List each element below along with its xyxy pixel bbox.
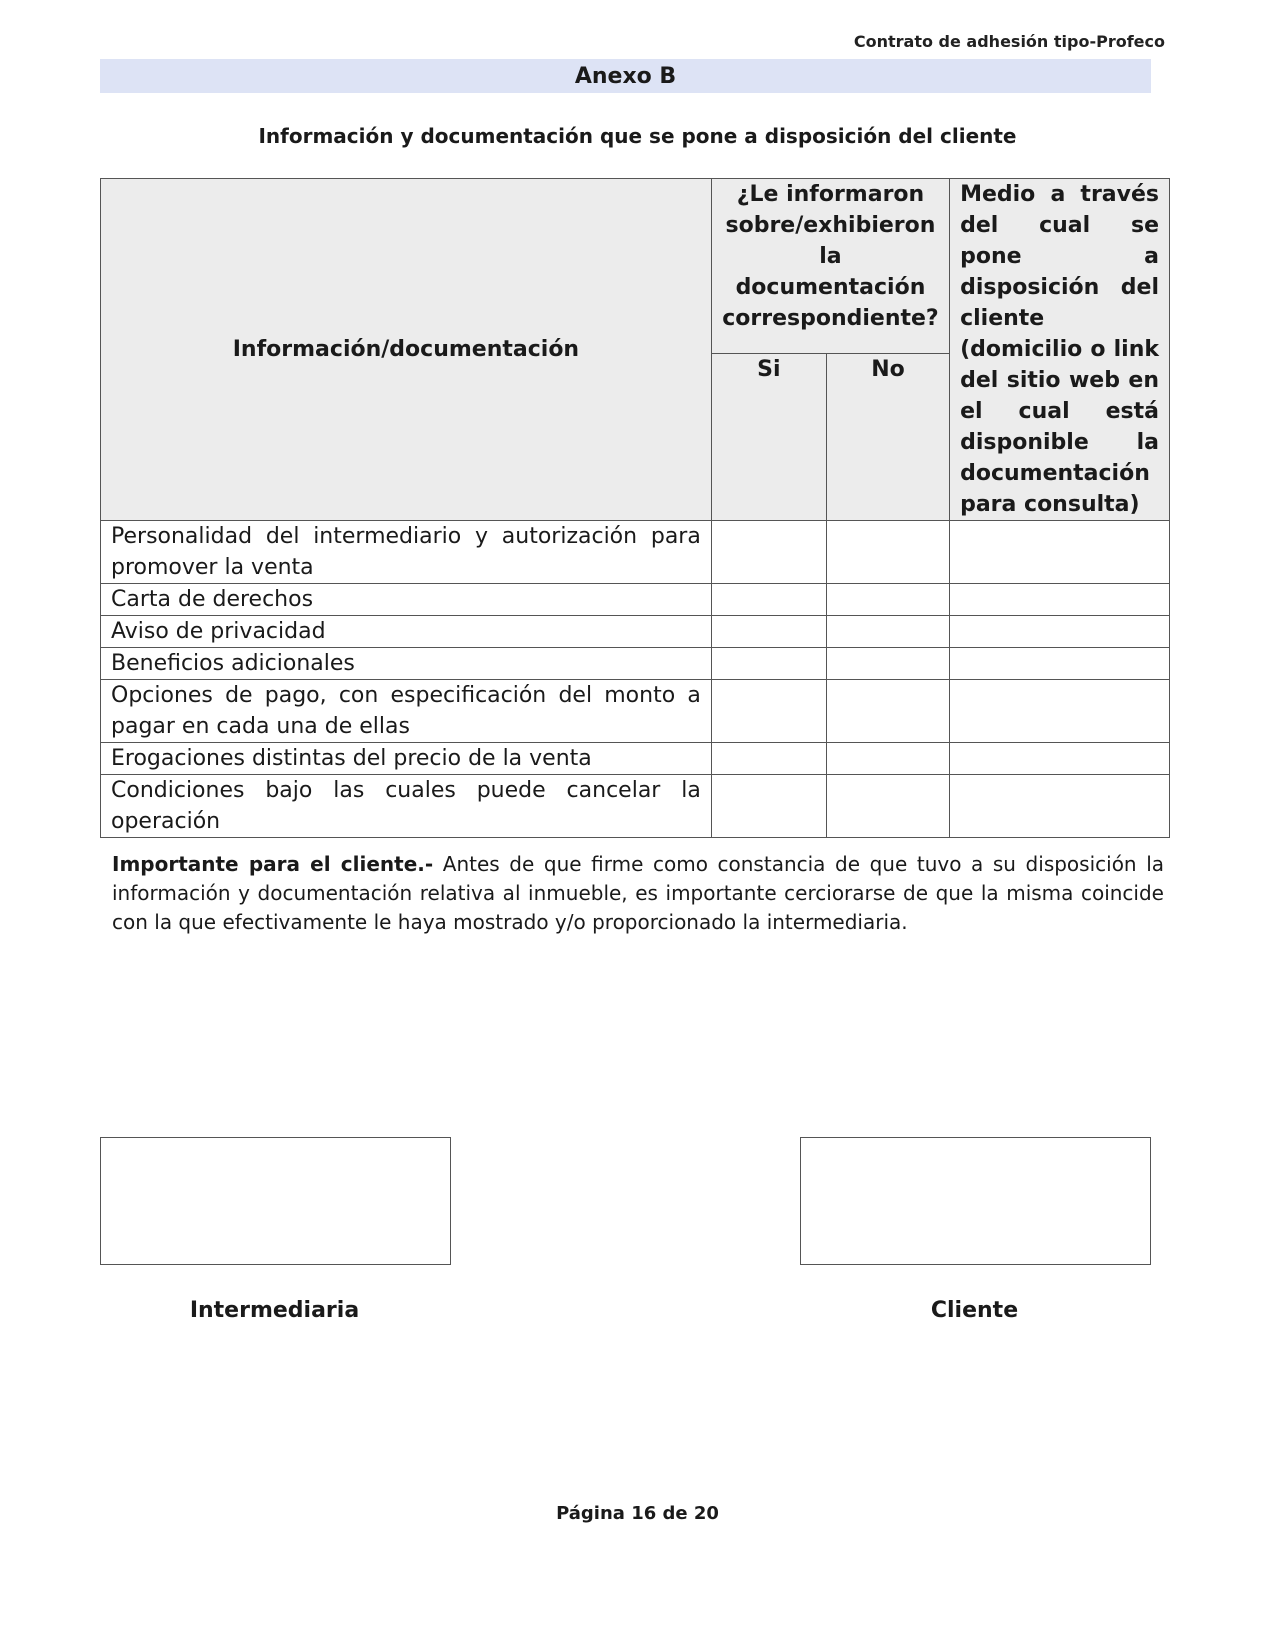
client-signature-label: Cliente: [930, 1298, 1019, 1323]
row-yes-cell[interactable]: [711, 648, 826, 680]
table-row: [101, 743, 1170, 775]
row-label: Opciones de pago, con especificación del monto a pagar en cada una de ellas: [101, 680, 712, 743]
row-yes-cell[interactable]: [711, 743, 826, 775]
row-medium-cell[interactable]: [950, 616, 1170, 648]
row-no-cell[interactable]: [826, 521, 949, 584]
row-label: Condiciones bajo las cuales puede cancelar la operación: [101, 775, 712, 838]
header-medium: [950, 179, 1170, 521]
header-no: No: [826, 354, 949, 521]
document-header-title: Contrato de adhesión tipo-Profeco: [853, 32, 1165, 51]
row-label: Carta de derechos: [101, 584, 712, 616]
table-row: [101, 584, 1170, 616]
row-label: Beneficios adicionales: [101, 648, 712, 680]
intermediary-signature-box[interactable]: [100, 1137, 451, 1265]
row-medium-cell[interactable]: [950, 775, 1170, 838]
row-no-cell[interactable]: [826, 775, 949, 838]
header-yes: Si: [711, 354, 826, 521]
annex-title: [100, 59, 1151, 93]
row-label: Personalidad del intermediario y autorización para promover la venta: [101, 521, 712, 584]
row-medium-cell[interactable]: [950, 584, 1170, 616]
row-label: Aviso de privacidad: [101, 616, 712, 648]
row-no-cell[interactable]: [826, 648, 949, 680]
header-medium-bold: Medio a través del cual se pone a disposición del cliente: [960, 182, 1159, 331]
table-row: [101, 521, 1170, 584]
row-yes-cell[interactable]: [711, 521, 826, 584]
important-notice: [112, 850, 1164, 934]
table-row: [101, 616, 1170, 648]
row-no-cell[interactable]: [826, 680, 949, 743]
documentation-table: [100, 178, 1170, 838]
annex-title-text: Anexo B: [574, 63, 677, 89]
page-number: Página 16 de 20: [556, 1503, 719, 1524]
important-notice-label: Importante para el cliente.-: [112, 852, 434, 876]
important-notice-text: Antes de que firme como constancia de que tuvo a su disposición la información y documentación relativa al inmueble, es importante cerciorarse de que la misma coincide con la que efectivamente le haya mostrado y/o proporcionado la intermediaria.: [112, 852, 1164, 934]
row-yes-cell[interactable]: [711, 775, 826, 838]
section-subtitle: Información y documentación que se pone a disposición del cliente: [258, 124, 1017, 148]
header-question: ¿Le informaron sobre/exhibieron la documentación correspondiente?: [711, 179, 949, 354]
table-row: [101, 648, 1170, 680]
row-no-cell[interactable]: [826, 743, 949, 775]
row-medium-cell[interactable]: [950, 648, 1170, 680]
row-yes-cell[interactable]: [711, 680, 826, 743]
intermediary-signature-label: Intermediaria: [189, 1298, 360, 1323]
row-yes-cell[interactable]: [711, 584, 826, 616]
row-medium-cell[interactable]: [950, 521, 1170, 584]
header-info-doc: Información/documentación: [101, 179, 712, 521]
table-row: [101, 680, 1170, 743]
row-label: Erogaciones distintas del precio de la venta: [101, 743, 712, 775]
table-header-row: [101, 179, 1170, 354]
row-medium-cell[interactable]: [950, 743, 1170, 775]
client-signature-box[interactable]: [800, 1137, 1151, 1265]
row-yes-cell[interactable]: [711, 616, 826, 648]
row-no-cell[interactable]: [826, 584, 949, 616]
table-row: [101, 775, 1170, 838]
header-medium-note: (domicilio o link del sitio web en el cual está disponible la documentación para consulta): [960, 337, 1159, 517]
row-no-cell[interactable]: [826, 616, 949, 648]
row-medium-cell[interactable]: [950, 680, 1170, 743]
